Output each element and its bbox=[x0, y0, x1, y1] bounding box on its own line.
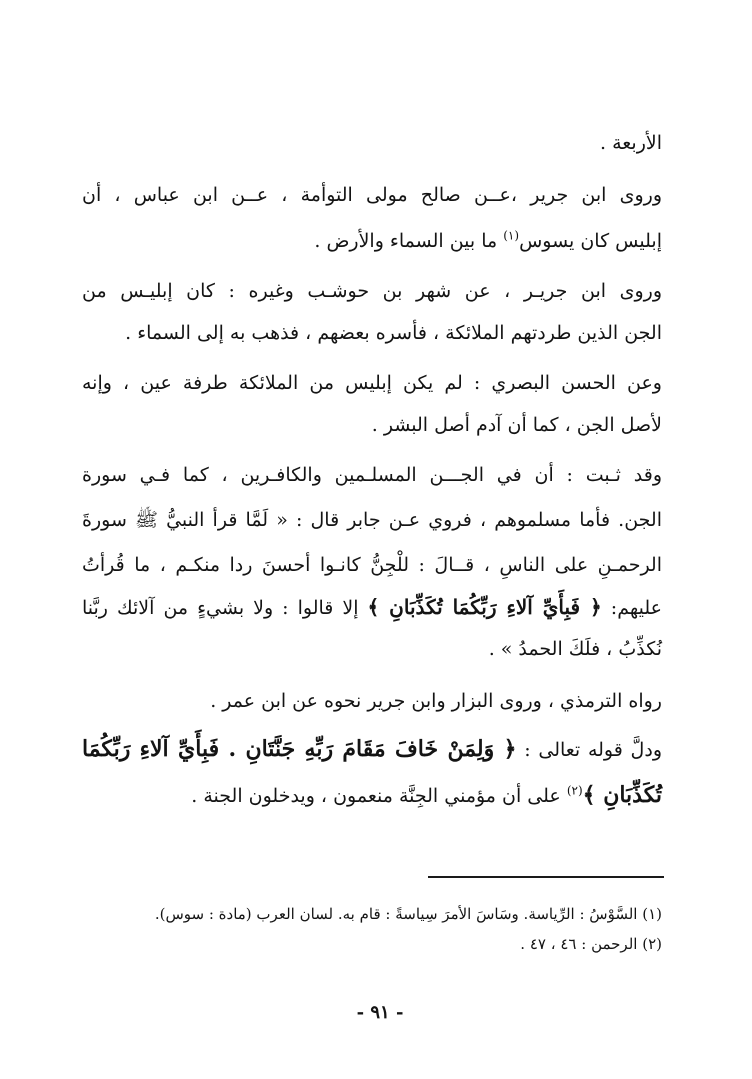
footnote-divider bbox=[428, 876, 664, 878]
footnote-ref-2: (٢) bbox=[566, 783, 583, 798]
text-line-6: وعن الحسن البصري : لم يكن إبليس من الملائكة طرفة عين ، وإنه bbox=[82, 372, 662, 394]
footnote-ref-1: (١) bbox=[503, 228, 520, 243]
text-line-3 bbox=[82, 226, 662, 256]
text-line-13: رواه الترمذي ، وروى البزار وابن جرير نحوه عن ابن عمر . bbox=[210, 690, 662, 712]
text-line-12: نُكذِّبُ ، فلَكَ الحمدُ » . bbox=[488, 638, 662, 660]
text-line-8: وقد ثـبت : أن في الجـــن المسلـمين والكافـرين ، كما فـي سورة bbox=[82, 464, 662, 486]
quran-verse: تُكَذِّبَانِ ﴾ bbox=[582, 782, 662, 808]
text-segment: على أن مؤمني الجِنَّة منعمون ، ويدخلون الجنة . bbox=[191, 785, 567, 807]
quran-verse: ﴿ وَلِمَنْ خَافَ مَقَامَ رَبِّهِ جَنَّتَانِ . فَبِأَيِّ آلاءِ رَبِّكُمَا bbox=[82, 736, 517, 762]
text-segment: ما بين السماء والأرض . bbox=[314, 230, 504, 252]
text-line-11 bbox=[82, 592, 662, 623]
footnote-1: (١) السَّوْسُ : الرِّياسة. وسَاسَ الأمرَ سِياسةً : قام به. لسان العرب (مادة : سوس). bbox=[154, 905, 662, 923]
text-line-2: وروى ابن جرير ،عــن صالح مولى التوأمة ، عــن ابن عباس ، أن bbox=[82, 184, 662, 206]
footnote-2: (٢) الرحمن : ٤٦ ، ٤٧ . bbox=[520, 935, 662, 953]
text-line-1: الأربعة . bbox=[599, 132, 662, 154]
text-line-5: الجن الذين طردتهم الملائكة ، فأسره بعضهم ، فذهب به إلى السماء . bbox=[125, 322, 662, 344]
text-line-15 bbox=[82, 780, 662, 811]
text-segment: إبليس كان يسوس bbox=[519, 230, 662, 252]
page-number: - ٩١ - bbox=[356, 1002, 404, 1023]
text-segment: عليهم: bbox=[601, 597, 662, 619]
text-line-7: لأصل الجن ، كما أن آدم أصل البشر . bbox=[371, 414, 662, 436]
text-line-10: الرحمـنِ على الناسِ ، قــالَ : للْجِنُّ كانـوا أحسنَ ردا منكـم ، ما قُرأتُ bbox=[82, 554, 662, 576]
text-line-14 bbox=[82, 734, 662, 765]
text-line-9: الجن. فأما مسلموهم ، فروي عـن جابر قال : « لَمَّا قرأ النبيُّ ﷺ سورةَ bbox=[82, 509, 662, 531]
text-line-4: وروى ابن جريـر ، عن شهر بن حوشـب وغيره : كان إبليـس من bbox=[82, 280, 662, 302]
text-segment: إلا قالوا : ولا بشيءٍ من آلائك ربَّنا bbox=[82, 597, 368, 619]
quran-verse: ﴿ فَبِأَيِّ آلاءِ رَبِّكُمَا تُكَذِّبَانِ ﴾ bbox=[367, 595, 602, 619]
text-segment: ودلَّ قوله تعالى : bbox=[516, 739, 662, 761]
